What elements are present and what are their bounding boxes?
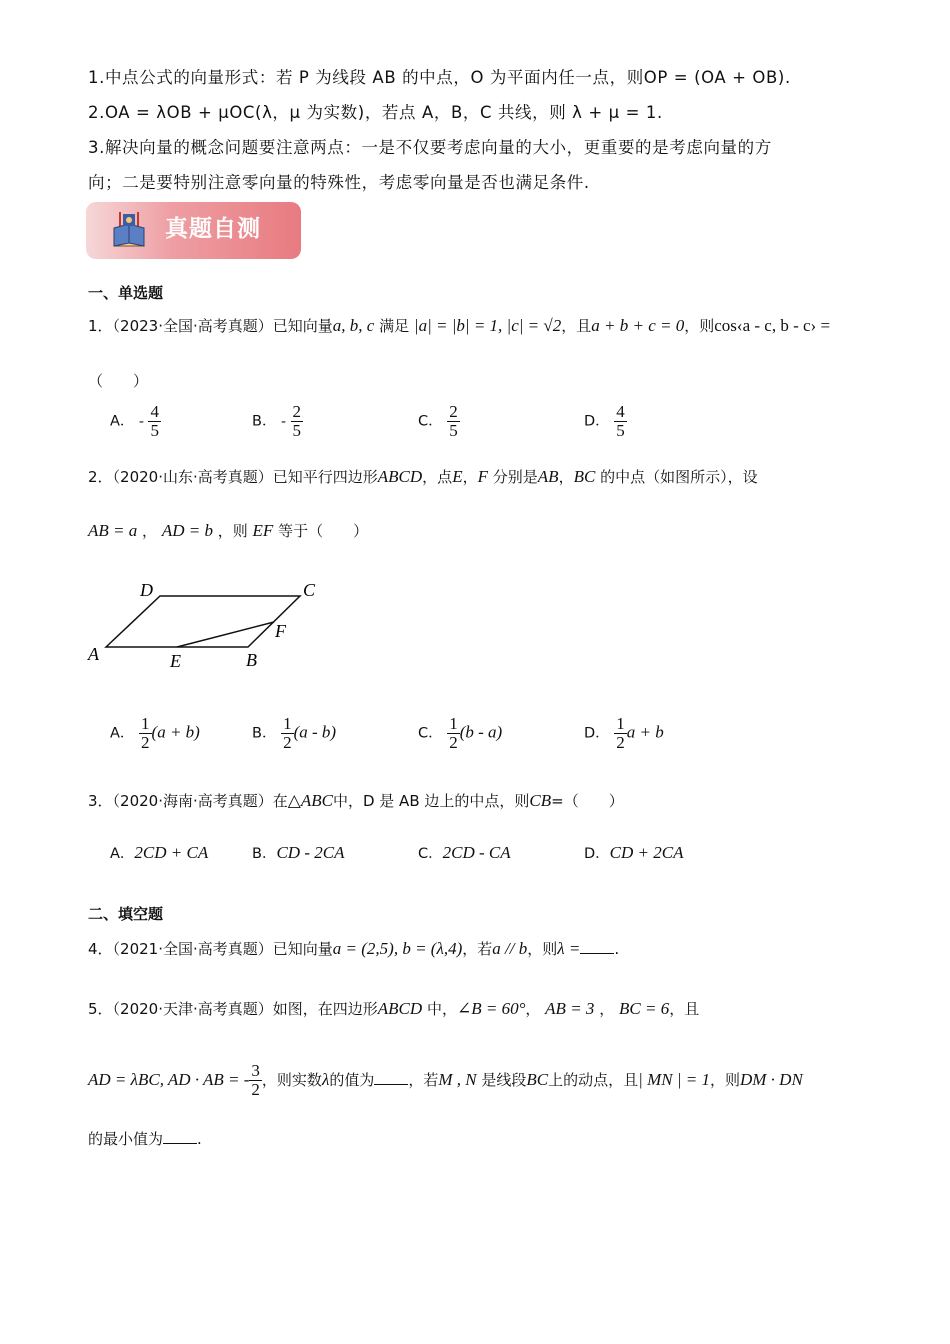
q1-option-c[interactable]: C． $\frac{2}{5}$ [418,402,458,440]
label-e: E [170,651,181,671]
question-4: 4．（2021·全国·高考真题）已知向量a = (2,5), b = (λ,4)，若a // b，则λ = . [88,939,620,958]
banner-title: 真题自测 [165,216,261,242]
q5-answer-blank-2[interactable] [163,1129,197,1144]
q3-option-c[interactable]: C．2CD - CA [418,843,511,862]
note-2: 2.OA = λOB + μOC(λ，μ 为实数)，若点 A，B，C 共线，则 λ + μ = 1. [88,103,663,122]
label-b: B [246,650,257,670]
section-title-fill-blank: 二、填空题 [88,905,164,923]
q2-option-c[interactable]: C． $\frac{1}{2}$ (b - a) [418,714,503,752]
q1-option-d[interactable]: D． $\frac{4}{5}$ [584,402,625,440]
question-3: 3．（2020·海南·高考真题）在△ABC中，D 是 AB 边上的中点，则CB=（ ） [88,791,624,810]
segment-ef [177,622,274,647]
question-2: 2．（2020·山东·高考真题）已知平行四边形ABCD，点E，F 分别是AB，BC 的中点（如图所示），设 [88,467,758,486]
q3-option-d[interactable]: D．CD + 2CA [584,843,684,862]
q3-option-a[interactable]: A．2CD + CA [110,843,209,862]
parallelogram-figure [84,574,334,676]
q1-option-b[interactable]: B． - $\frac{2}{5}$ [252,402,302,440]
note-1: 1.中点公式的向量形式：若 P 为线段 AB 的中点，O 为平面内任一点，则OP = (OA + OB). [88,68,791,87]
label-c: C [303,580,316,600]
note-3-line-1: 3.解决向量的概念问题要注意两点：一是不仅要考虑向量的大小，更重要的是考虑向量的方 [88,138,772,157]
question-1: 1．（2023·全国·高考真题）已知向量a, b, c 满足 |a| = |b| = 1, |c| = √2，且a + b + c = 0，则cos‹a - c, b - c› = [88,316,831,335]
question-5-line-3: 的最小值为 . [88,1130,202,1148]
note-3-line-2: 向；二是要特别注意零向量的特殊性，考虑零向量是否也满足条件. [88,173,590,192]
label-a: A [88,644,99,664]
q3-option-b[interactable]: B．CD - 2CA [252,843,345,862]
q5-answer-blank-1[interactable] [374,1070,408,1085]
q2-option-d[interactable]: D． $\frac{1}{2}$ a + b [584,714,664,752]
section-title-single-choice: 一、单选题 [88,284,164,302]
question-5: 5．（2020·天津·高考真题）如图，在四边形ABCD 中，∠B = 60°， AB = 3 ， BC = 6，且 [88,999,700,1018]
question-1-paren: （ ） [88,372,149,390]
label-d: D [140,580,153,600]
q4-answer-blank[interactable] [580,939,614,954]
question-2-line-2: AB = a ， AD = b ，则 EF 等于（ ） [88,521,369,540]
label-f: F [275,621,286,641]
q1-option-a[interactable]: A． - $\frac{4}{5}$ [110,402,159,440]
book-icon [110,210,148,250]
question-5-line-2: AD = λBC, AD · AB = - $\frac{3}{2}$ ，则实数λ的值为 ，若M , N 是线段BC上的动点，且| MN | = 1，则DM · DN [88,1061,803,1099]
q2-option-b[interactable]: B． $\frac{1}{2}$ (a - b) [252,714,337,752]
parallelogram-outline [106,596,300,647]
q2-option-a[interactable]: A． $\frac{1}{2}$ (a + b) [110,714,200,752]
